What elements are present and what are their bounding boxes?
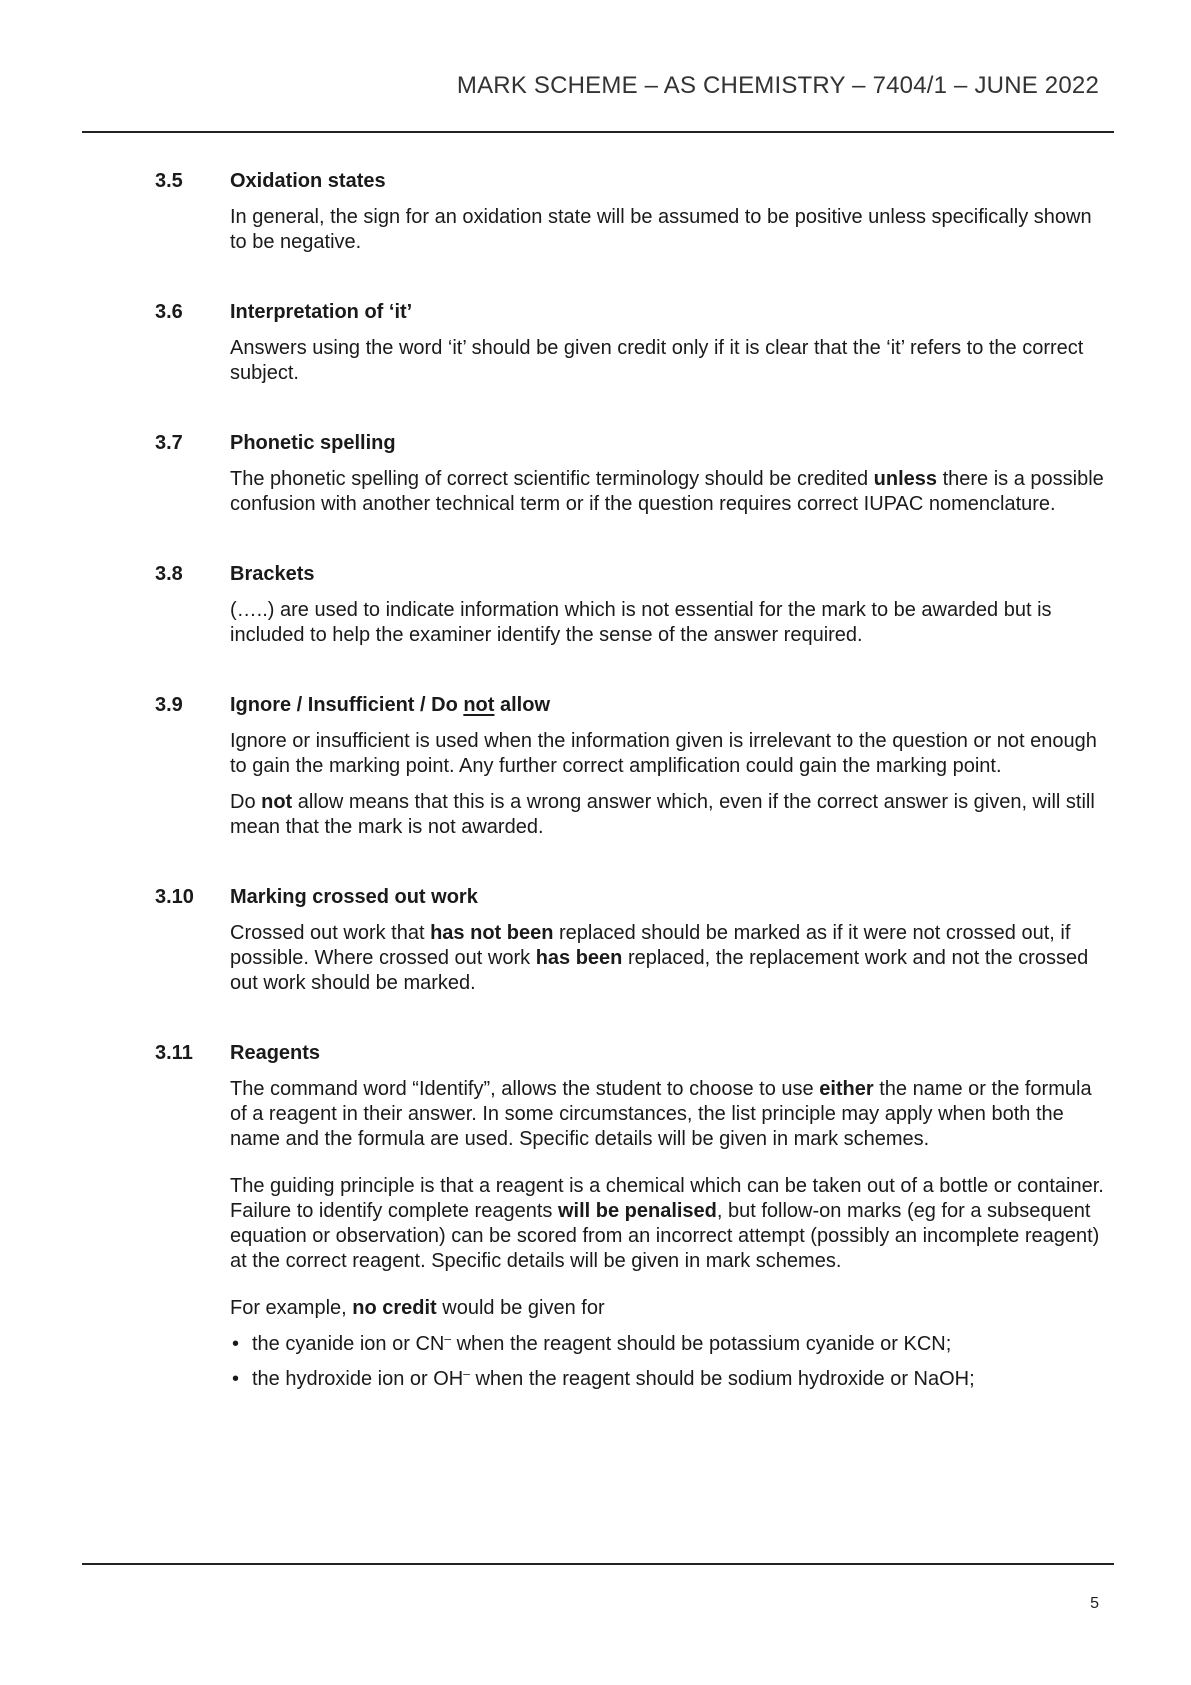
superscript-charge: – [444, 1331, 452, 1346]
section-number: 3.8 [155, 563, 183, 585]
section-body [230, 336, 1105, 386]
emphasis-either: either [819, 1078, 874, 1100]
section-title [230, 694, 550, 717]
text-run: Crossed out work that [230, 922, 431, 944]
text-run: The phonetic spelling of correct scientific terminology should be credited [230, 468, 874, 490]
section-title: Interpretation of ‘it’ [230, 301, 413, 323]
section-3-9 [155, 694, 1105, 840]
emphasis-no-credit: no credit [352, 1297, 437, 1319]
paragraph [230, 467, 1105, 517]
text-run: For example, [230, 1297, 353, 1319]
section-3-10 [155, 886, 1105, 996]
section-body [230, 467, 1105, 517]
header-rule [82, 131, 1114, 133]
section-body [230, 921, 1105, 996]
text-run: when the reagent should be sodium hydroxide or NaOH; [469, 1368, 975, 1390]
paragraph: In general, the sign for an oxidation state will be assumed to be positive unless specifically shown to be negative. [230, 206, 1092, 253]
text-run: replaced, the replacement work and not the crossed out work should be marked. [230, 947, 1089, 994]
list-item [230, 1332, 1105, 1357]
document-body [155, 170, 1105, 1438]
footer-rule [82, 1563, 1114, 1565]
text-run: Do [230, 791, 262, 813]
text-run: The command word “Identify”, allows the student to choose to use [230, 1078, 820, 1100]
paragraph [230, 1174, 1105, 1274]
paragraph [230, 1077, 1105, 1152]
paragraph: (…..) are used to indicate information which is not essential for the mark to be awarded but is included to help the examiner identify the sense of the answer required. [230, 599, 1052, 646]
section-number: 3.9 [155, 694, 183, 716]
text-run: replaced should be marked as if it were not crossed out, if possible. Where crossed out work [230, 922, 1071, 969]
section-3-5 [155, 170, 1105, 255]
section-3-11 [155, 1042, 1105, 1392]
section-body [230, 205, 1105, 255]
text-run: the name or the formula of a reagent in their answer. In some circumstances, the list principle may apply when both the name and the formula are used. Specific details will be given in mark schemes. [230, 1078, 1092, 1150]
section-body [230, 1077, 1105, 1392]
text-run: the cyanide ion or CN [252, 1333, 445, 1355]
paragraph [230, 1296, 1105, 1321]
section-heading [155, 432, 1105, 455]
title-run: Ignore / Insufficient / Do [230, 694, 464, 716]
section-3-6 [155, 301, 1105, 386]
paragraph: Answers using the word ‘it’ should be given credit only if it is clear that the ‘it’ refers to the correct subject. [230, 337, 1084, 384]
title-run: allow [494, 694, 551, 716]
text-run: The guiding principle is that a reagent is a chemical which can be taken out of a bottle or container. Failure to identify complete reagents [230, 1175, 1104, 1222]
text-run: the hydroxide ion or OH [252, 1368, 464, 1390]
section-heading [155, 170, 1105, 193]
section-title: Brackets [230, 563, 315, 585]
section-3-8 [155, 563, 1105, 648]
text-run: when the reagent should be potassium cyanide or KCN; [451, 1333, 952, 1355]
section-heading [155, 886, 1105, 909]
list-item [230, 1367, 1105, 1392]
section-title: Phonetic spelling [230, 432, 396, 454]
example-list [230, 1332, 1105, 1392]
section-title: Marking crossed out work [230, 886, 478, 908]
title-underlined-not: not [463, 694, 495, 716]
section-number: 3.7 [155, 432, 183, 454]
section-3-7 [155, 432, 1105, 517]
section-number: 3.11 [155, 1042, 193, 1064]
emphasis-has-not-been: has not been [430, 922, 554, 944]
page-header-title: MARK SCHEME – AS CHEMISTRY – 7404/1 – JUNE 2022 [456, 72, 1099, 99]
emphasis-unless: unless [873, 468, 938, 490]
paragraph: Ignore or insufficient is used when the information given is irrelevant to the question or not enough to gain the marking point. Any further correct amplification could gain the marking point. [230, 730, 1097, 777]
text-run: would be given for [436, 1297, 605, 1319]
section-title: Reagents [230, 1042, 321, 1064]
section-body [230, 729, 1105, 840]
section-heading [155, 301, 1105, 324]
paragraph [230, 790, 1105, 840]
section-number: 3.6 [155, 301, 183, 323]
text-run: allow means that this is a wrong answer which, even if the correct answer is given, will still mean that the mark is not awarded. [230, 791, 1095, 838]
emphasis-will-be-penalised: will be penalised [557, 1200, 717, 1222]
emphasis-has-been: has been [535, 947, 623, 969]
section-heading [155, 694, 1105, 717]
superscript-charge: – [463, 1366, 470, 1381]
section-title: Oxidation states [230, 170, 386, 192]
section-number: 3.5 [155, 170, 183, 192]
section-heading [155, 563, 1105, 586]
paragraph [230, 921, 1105, 996]
page-number: 5 [1090, 1595, 1099, 1612]
text-run: , but follow-on marks (eg for a subsequent equation or observation) can be scored from an incorrect attempt (possibly an incomplete reagent) at the correct reagent. Specific details will be given in mark schemes. [230, 1200, 1100, 1272]
section-heading [155, 1042, 1105, 1065]
section-body [230, 598, 1105, 648]
text-run: there is a possible confusion with another technical term or if the question requires correct IUPAC nomenclature. [230, 468, 1104, 515]
section-number: 3.10 [155, 886, 194, 908]
emphasis-not: not [261, 791, 293, 813]
